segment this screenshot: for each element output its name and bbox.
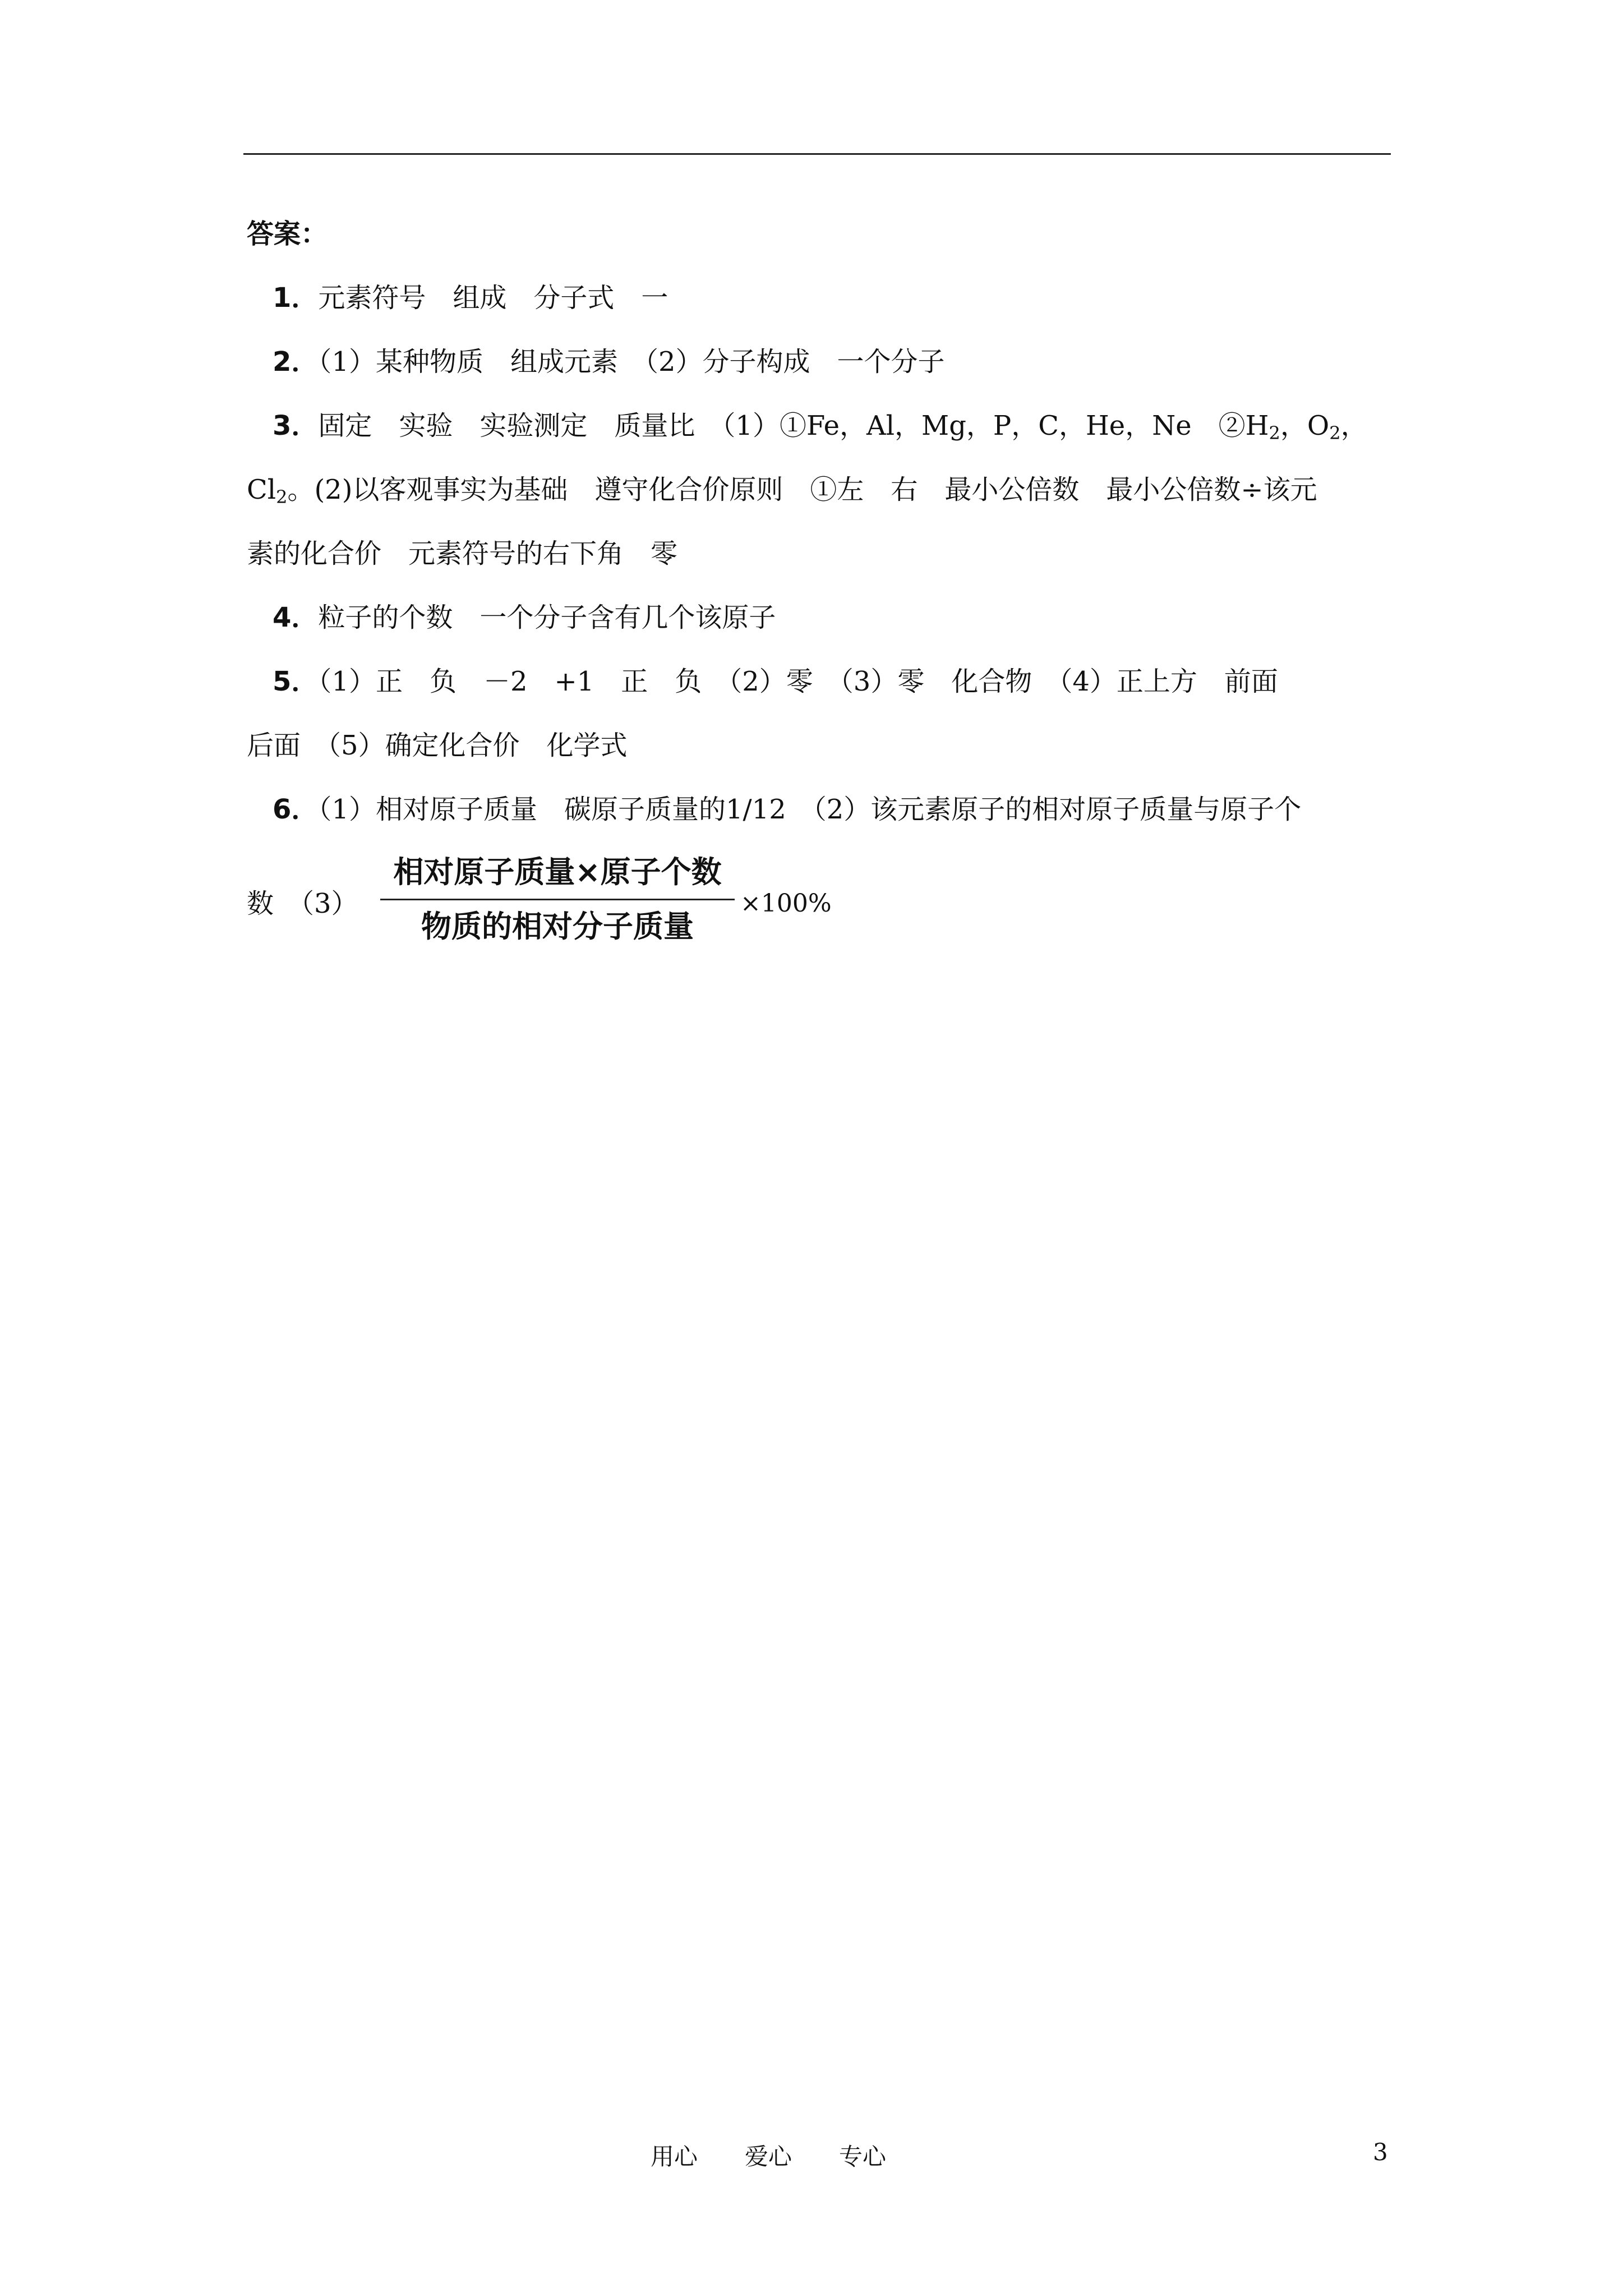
formula-prefix: 数 （3） xyxy=(247,888,358,919)
answer-5-continued: 后面 （5）确定化合价 化学式 xyxy=(247,730,628,761)
answer-text: 。(2)以客观事实为基础 遵守化合价原则 ①左 右 最小公倍数 最小公倍数÷该元 xyxy=(287,474,1317,505)
footer-motto: 用心 爱心 专心 xyxy=(651,2143,887,2170)
subscript: 2 xyxy=(1269,422,1280,444)
answer-4 xyxy=(247,586,1402,650)
answer-3-continued-2: 素的化合价 元素符号的右下角 零 xyxy=(247,538,678,569)
answer-number: 1． xyxy=(273,282,319,314)
answer-number: 5． xyxy=(273,666,319,697)
answer-text: 粒子的个数 一个分子含有几个该原子 xyxy=(318,602,776,633)
subscript: 2 xyxy=(276,486,288,508)
answer-text: （1）某种物质 组成元素 （2）分子构成 一个分子 xyxy=(318,346,945,378)
answer-number: 6． xyxy=(273,794,319,825)
answer-text: 固定 实验 实验测定 质量比 （1）①Fe，Al，Mg，P，C，He，Ne ②H xyxy=(318,410,1269,441)
answer-3-continued xyxy=(247,458,1402,522)
answer-number: 4． xyxy=(273,602,319,633)
answer-6-formula xyxy=(247,847,1402,954)
answer-number: 2． xyxy=(273,346,319,378)
answer-1 xyxy=(247,266,1402,330)
section-heading: 答案： xyxy=(247,218,328,250)
answer-text: （1）正 负 －2 +1 正 负 （2）零 （3）零 化合物 （4）正上方 前面 xyxy=(318,666,1278,697)
fraction-numerator: 相对原子质量×原子个数 xyxy=(393,854,722,890)
answer-text: ， xyxy=(1340,410,1368,441)
answer-text: 元素符号 组成 分子式 一 xyxy=(318,282,668,314)
fraction xyxy=(380,847,735,952)
formula-suffix: ×100% xyxy=(740,889,832,918)
answer-text: ，O xyxy=(1280,410,1330,441)
answer-number: 3． xyxy=(273,410,319,441)
header-rule xyxy=(243,153,1391,155)
answer-6 xyxy=(247,777,1402,841)
fraction-bar xyxy=(380,899,735,900)
answer-section xyxy=(247,202,1402,954)
answer-5 xyxy=(247,650,1402,714)
subscript: 2 xyxy=(1329,422,1341,444)
answer-3 xyxy=(247,394,1402,458)
answer-text: Cl xyxy=(247,474,276,505)
answer-text: （1）相对原子质量 碳原子质量的1/12 （2）该元素原子的相对原子质量与原子个 xyxy=(318,794,1302,825)
answer-2 xyxy=(247,330,1402,394)
page-number: 3 xyxy=(1373,2138,1388,2166)
fraction-denominator: 物质的相对分子质量 xyxy=(421,909,694,944)
